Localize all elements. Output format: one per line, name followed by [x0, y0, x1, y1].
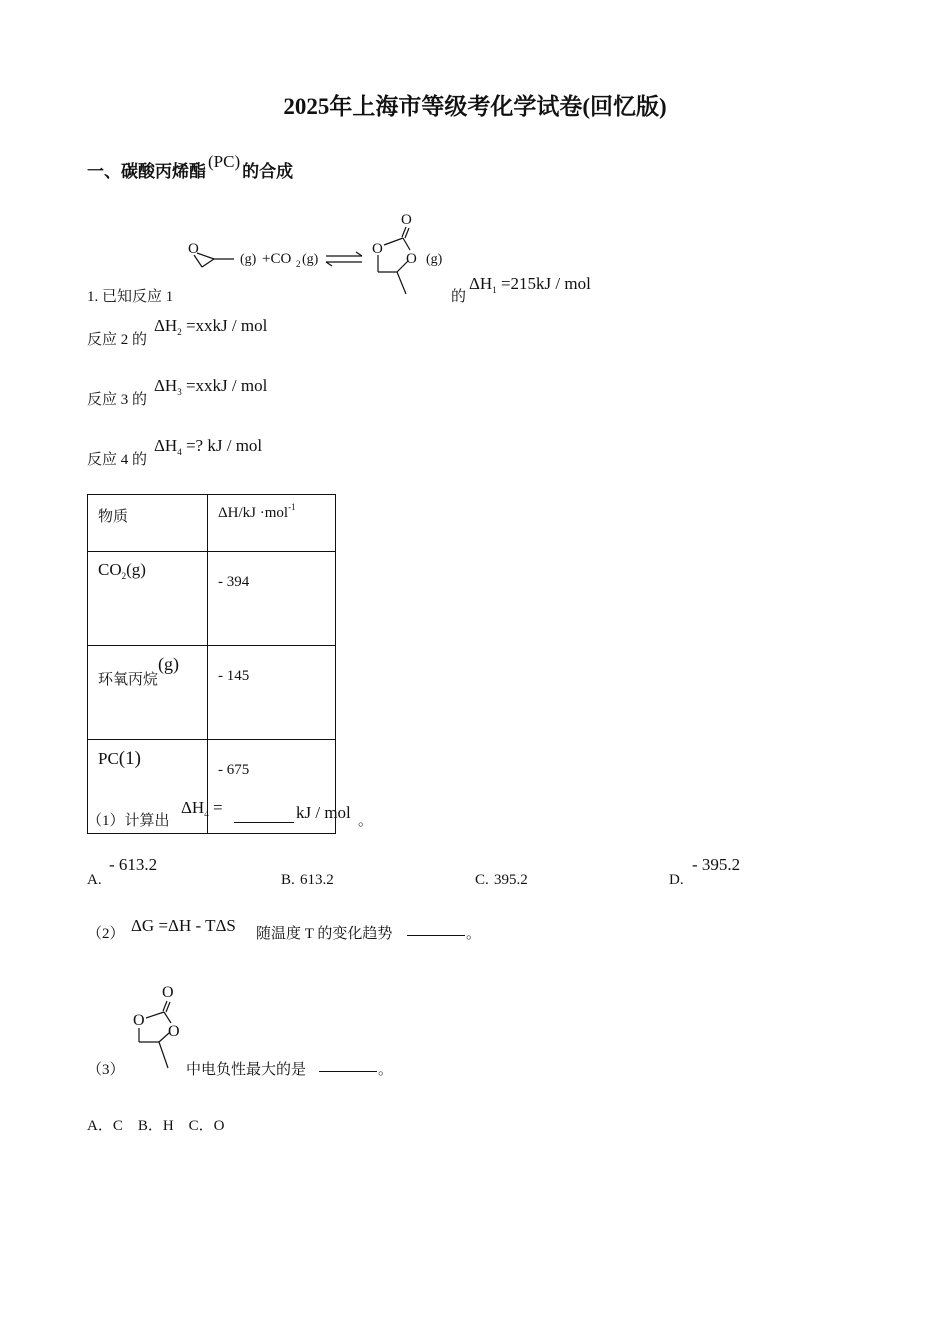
- reaction3-label: 反应 3 的: [87, 392, 148, 408]
- q1-unit: kJ / mol: [296, 803, 351, 822]
- section-heading-sup: (PC): [208, 152, 241, 171]
- q1-end: 。: [358, 813, 374, 829]
- section-heading-post: 的合成: [242, 162, 294, 181]
- section-heading: [87, 152, 294, 182]
- row1-name: 环氧丙烷: [98, 672, 159, 688]
- q1-option-b-letter[interactable]: B.: [281, 872, 295, 888]
- table-header-row: [88, 495, 336, 552]
- reaction1-scheme: [180, 205, 460, 300]
- reaction3-dh: [154, 376, 267, 396]
- table-row: [88, 646, 336, 740]
- q3-ring-o-left: O: [133, 1012, 145, 1029]
- pc-state: (g): [426, 252, 443, 267]
- header-dh-text: ΔH/kJ ·mol: [218, 505, 289, 521]
- dh4-sub: 4: [177, 447, 182, 457]
- q3-options[interactable]: A．C B．H C．O: [87, 1118, 225, 1134]
- reaction1-dh: [469, 274, 591, 294]
- reaction4-label: 反应 4 的: [87, 452, 148, 468]
- row0-sub: 2: [121, 571, 127, 581]
- table-cell-value: - 145: [208, 646, 336, 740]
- epoxide-state: (g): [240, 252, 257, 267]
- table-row: [88, 552, 336, 646]
- q3-pc-structure: [125, 980, 189, 1075]
- dh4-value: =? kJ / mol: [185, 436, 263, 455]
- epoxide-o-label: O: [188, 241, 199, 257]
- table-cell-substance: [88, 646, 208, 740]
- q3-blank[interactable]: [319, 1059, 377, 1077]
- dh3-value: =xxkJ / mol: [185, 376, 268, 395]
- reaction1-label: 1. 已知反应 1: [87, 289, 174, 305]
- q2-end: 。: [466, 926, 482, 942]
- reaction2-label: 反应 2 的: [87, 332, 148, 348]
- header-substance: 物质: [88, 495, 208, 552]
- row2-state: (1): [118, 748, 141, 769]
- dh1-value: =215kJ / mol: [500, 274, 591, 293]
- dh1-sub: 1: [492, 285, 497, 295]
- q1-option-c-letter[interactable]: C.: [475, 872, 489, 888]
- q1-option-d-value: - 395.2: [692, 855, 741, 874]
- q2-prefix: （2）: [87, 926, 125, 942]
- reaction4-dh: [154, 436, 262, 456]
- header-dh: [208, 495, 336, 552]
- q1-dh-sub: 4: [204, 809, 209, 819]
- q2-text: 随温度 T 的变化趋势: [256, 926, 393, 942]
- q3-carbonyl-o: O: [162, 984, 174, 1001]
- reaction2-dh: [154, 316, 267, 336]
- q1-dh: [181, 798, 223, 818]
- q1-dh-symbol: ΔH: [181, 798, 205, 817]
- q1-option-c-value: 395.2: [494, 872, 528, 888]
- pc-ring-o-right: O: [406, 251, 417, 267]
- q1-eq: =: [212, 798, 223, 817]
- dh4-symbol: ΔH: [154, 436, 178, 455]
- dh3-sub: 3: [177, 387, 182, 397]
- dh2-symbol: ΔH: [154, 316, 178, 335]
- q3-prefix: （3）: [87, 1062, 125, 1078]
- dh3-symbol: ΔH: [154, 376, 178, 395]
- table-cell-value: - 394: [208, 552, 336, 646]
- row0-state: (g): [126, 560, 146, 579]
- dh1-symbol: ΔH: [469, 274, 493, 293]
- co2-sub: 2: [296, 259, 301, 269]
- dh2-value: =xxkJ / mol: [185, 316, 268, 335]
- co2-state: (g): [302, 252, 319, 267]
- q3-ring-o-right: O: [168, 1023, 180, 1040]
- q1-option-d-letter[interactable]: D.: [669, 872, 684, 888]
- q2-blank[interactable]: [407, 923, 465, 941]
- page-title: 2025年上海市等级考化学试卷(回忆版): [283, 94, 667, 119]
- row1-state: (g): [158, 654, 180, 674]
- q3-end: 。: [378, 1062, 394, 1078]
- q3-text: 中电负性最大的是: [186, 1062, 307, 1078]
- reaction1-de: 的: [451, 289, 467, 305]
- q1-blank[interactable]: [234, 808, 294, 828]
- q1-option-a-letter[interactable]: A.: [87, 872, 102, 888]
- enthalpy-table: [87, 494, 336, 834]
- q1-option-a-value: - 613.2: [109, 855, 158, 874]
- q1-option-b-value: 613.2: [300, 872, 334, 888]
- row0-name: CO: [98, 560, 122, 579]
- pc-carbonyl-o: O: [401, 212, 412, 228]
- q2-formula: ΔG =ΔH - TΔS: [131, 916, 236, 935]
- dh2-sub: 2: [177, 327, 182, 337]
- header-dh-sup: -1: [288, 502, 296, 512]
- section-heading-pre: 一、碳酸丙烯酯: [87, 162, 206, 181]
- table-cell-substance: [88, 552, 208, 646]
- row2-name: PC: [98, 749, 119, 768]
- co2-text: +CO: [262, 251, 292, 267]
- pc-ring-o-left: O: [372, 241, 383, 257]
- q1-prefix: （1）计算出: [87, 813, 170, 829]
- table-cell-value: - 675: [208, 740, 336, 834]
